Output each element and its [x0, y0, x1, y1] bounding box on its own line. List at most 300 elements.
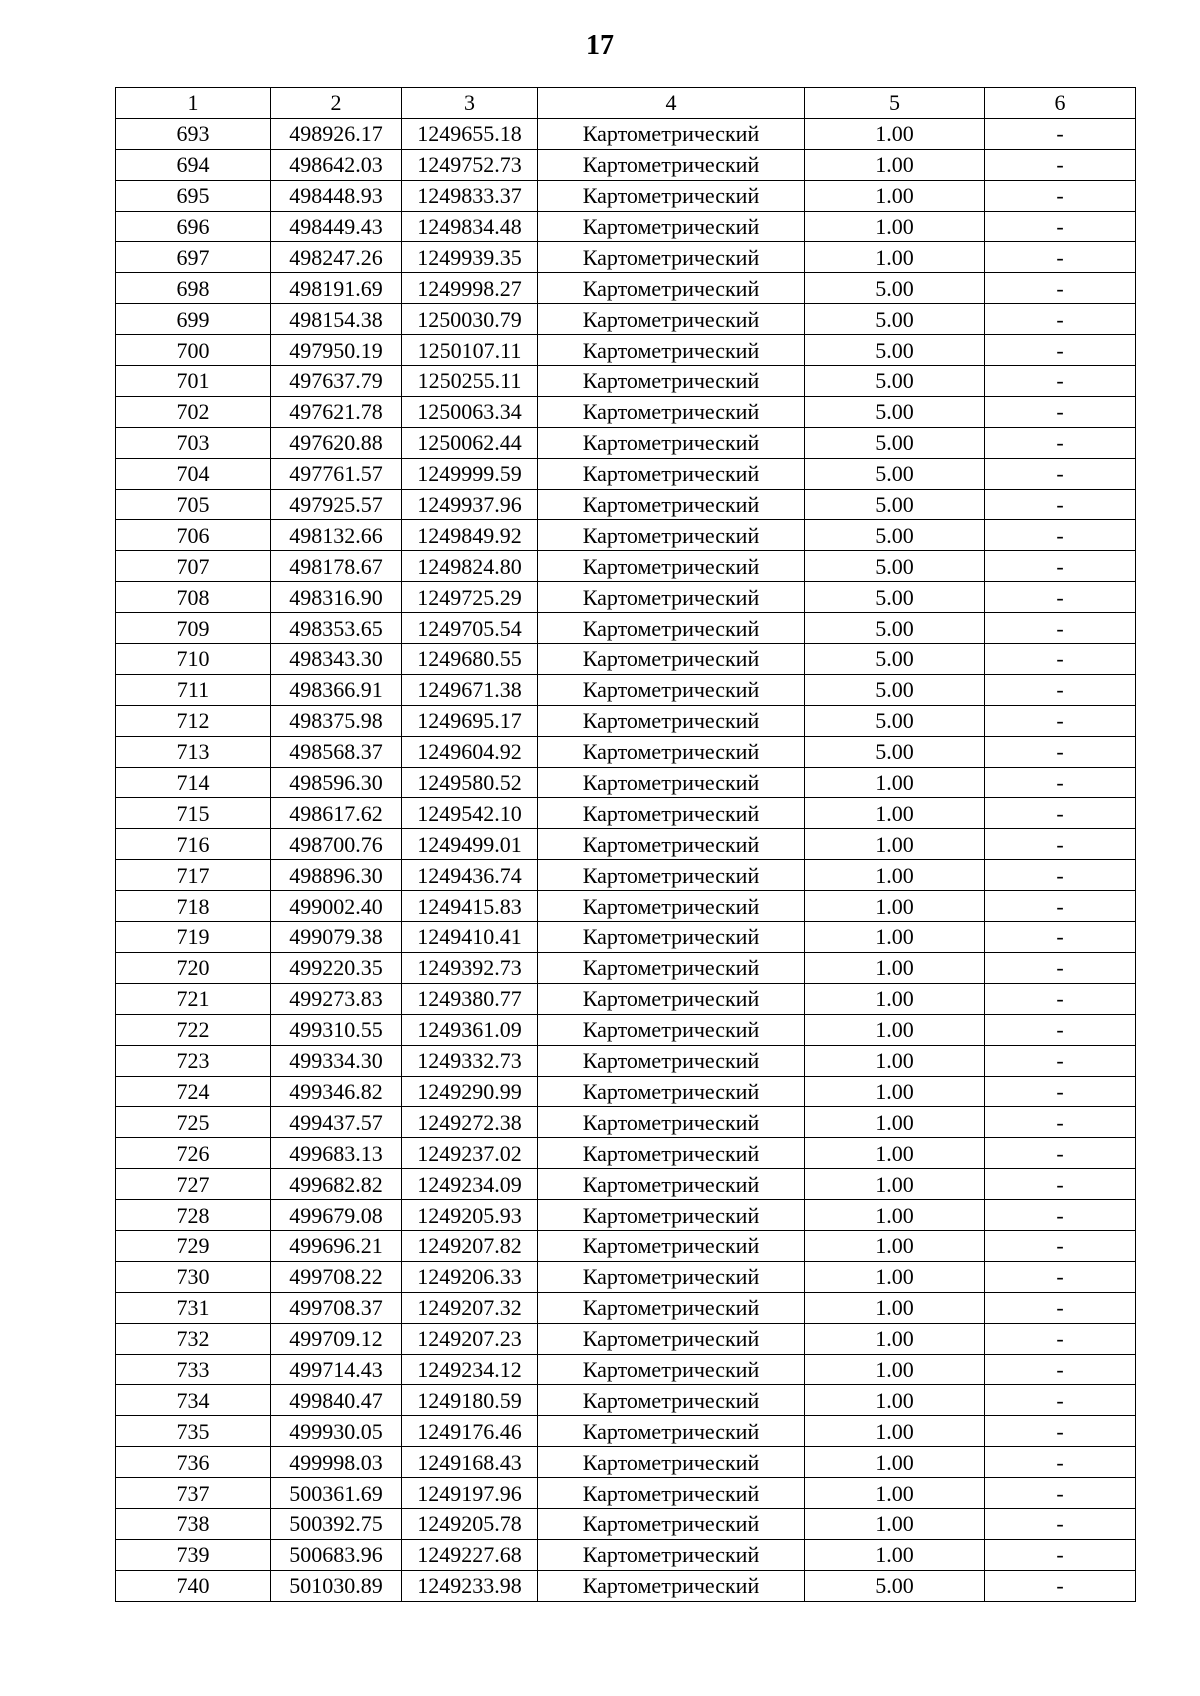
x-coordinate-cell: 499682.82	[271, 1169, 402, 1200]
method-cell: Картометрический	[538, 1508, 805, 1539]
point-number-cell: 710	[116, 644, 271, 675]
x-coordinate-cell: 499714.43	[271, 1354, 402, 1385]
y-coordinate-cell: 1249833.37	[402, 180, 538, 211]
table-row	[116, 1508, 1136, 1539]
x-coordinate-cell: 499002.40	[271, 891, 402, 922]
y-coordinate-cell: 1249680.55	[402, 644, 538, 675]
method-cell: Картометрический	[538, 335, 805, 366]
method-cell: Картометрический	[538, 149, 805, 180]
table-row	[116, 1045, 1136, 1076]
x-coordinate-cell: 498191.69	[271, 273, 402, 304]
y-coordinate-cell: 1249849.92	[402, 520, 538, 551]
x-coordinate-cell: 500392.75	[271, 1508, 402, 1539]
method-cell: Картометрический	[538, 1076, 805, 1107]
x-coordinate-cell: 500683.96	[271, 1539, 402, 1570]
note-cell: -	[985, 891, 1136, 922]
method-cell: Картометрический	[538, 922, 805, 953]
accuracy-cell: 5.00	[805, 304, 985, 335]
x-coordinate-cell: 499310.55	[271, 1014, 402, 1045]
table-row	[116, 118, 1136, 149]
point-number-cell: 732	[116, 1323, 271, 1354]
accuracy-cell: 5.00	[805, 520, 985, 551]
point-number-cell: 726	[116, 1138, 271, 1169]
table-row	[116, 1138, 1136, 1169]
table-row	[116, 273, 1136, 304]
accuracy-cell: 1.00	[805, 1416, 985, 1447]
point-number-cell: 707	[116, 551, 271, 582]
coordinates-table	[115, 87, 1136, 1602]
note-cell: -	[985, 1478, 1136, 1509]
accuracy-cell: 1.00	[805, 1508, 985, 1539]
accuracy-cell: 1.00	[805, 891, 985, 922]
y-coordinate-cell: 1249207.23	[402, 1323, 538, 1354]
method-cell: Картометрический	[538, 705, 805, 736]
table-row	[116, 180, 1136, 211]
point-number-cell: 737	[116, 1478, 271, 1509]
method-cell: Картометрический	[538, 1261, 805, 1292]
point-number-cell: 719	[116, 922, 271, 953]
table-row	[116, 427, 1136, 458]
x-coordinate-cell: 498178.67	[271, 551, 402, 582]
point-number-cell: 695	[116, 180, 271, 211]
y-coordinate-cell: 1249233.98	[402, 1570, 538, 1601]
y-coordinate-cell: 1250255.11	[402, 366, 538, 397]
note-cell: -	[985, 674, 1136, 705]
table-row	[116, 613, 1136, 644]
table-row	[116, 489, 1136, 520]
y-coordinate-cell: 1250063.34	[402, 396, 538, 427]
accuracy-cell: 5.00	[805, 736, 985, 767]
note-cell: -	[985, 860, 1136, 891]
table-row	[116, 149, 1136, 180]
x-coordinate-cell: 499220.35	[271, 952, 402, 983]
table-row	[116, 1539, 1136, 1570]
x-coordinate-cell: 499079.38	[271, 922, 402, 953]
point-number-cell: 729	[116, 1230, 271, 1261]
table-row	[116, 736, 1136, 767]
point-number-cell: 722	[116, 1014, 271, 1045]
accuracy-cell: 5.00	[805, 674, 985, 705]
point-number-cell: 727	[116, 1169, 271, 1200]
note-cell: -	[985, 644, 1136, 675]
x-coordinate-cell: 499334.30	[271, 1045, 402, 1076]
point-number-cell: 735	[116, 1416, 271, 1447]
x-coordinate-cell: 498700.76	[271, 829, 402, 860]
table-row	[116, 798, 1136, 829]
note-cell: -	[985, 1354, 1136, 1385]
table-row	[116, 1292, 1136, 1323]
column-header-3: 3	[402, 88, 538, 119]
point-number-cell: 713	[116, 736, 271, 767]
method-cell: Картометрический	[538, 1169, 805, 1200]
accuracy-cell: 1.00	[805, 1292, 985, 1323]
method-cell: Картометрический	[538, 489, 805, 520]
point-number-cell: 720	[116, 952, 271, 983]
note-cell: -	[985, 613, 1136, 644]
accuracy-cell: 5.00	[805, 644, 985, 675]
table-row	[116, 891, 1136, 922]
table-row	[116, 335, 1136, 366]
point-number-cell: 728	[116, 1200, 271, 1231]
accuracy-cell: 1.00	[805, 1354, 985, 1385]
method-cell: Картометрический	[538, 273, 805, 304]
accuracy-cell: 1.00	[805, 180, 985, 211]
x-coordinate-cell: 499998.03	[271, 1447, 402, 1478]
method-cell: Картометрический	[538, 1478, 805, 1509]
point-number-cell: 706	[116, 520, 271, 551]
page-number: 17	[586, 30, 614, 61]
method-cell: Картометрический	[538, 551, 805, 582]
table-row	[116, 520, 1136, 551]
table-row	[116, 1261, 1136, 1292]
y-coordinate-cell: 1250107.11	[402, 335, 538, 366]
table-header	[116, 88, 1136, 119]
point-number-cell: 697	[116, 242, 271, 273]
x-coordinate-cell: 498926.17	[271, 118, 402, 149]
table-row	[116, 551, 1136, 582]
y-coordinate-cell: 1249999.59	[402, 458, 538, 489]
accuracy-cell: 5.00	[805, 489, 985, 520]
y-coordinate-cell: 1249937.96	[402, 489, 538, 520]
y-coordinate-cell: 1249410.41	[402, 922, 538, 953]
accuracy-cell: 5.00	[805, 458, 985, 489]
note-cell: -	[985, 829, 1136, 860]
accuracy-cell: 1.00	[805, 118, 985, 149]
y-coordinate-cell: 1249168.43	[402, 1447, 538, 1478]
accuracy-cell: 1.00	[805, 242, 985, 273]
x-coordinate-cell: 499346.82	[271, 1076, 402, 1107]
point-number-cell: 698	[116, 273, 271, 304]
note-cell: -	[985, 1230, 1136, 1261]
x-coordinate-cell: 498448.93	[271, 180, 402, 211]
x-coordinate-cell: 497621.78	[271, 396, 402, 427]
column-header-1: 1	[116, 88, 271, 119]
note-cell: -	[985, 736, 1136, 767]
y-coordinate-cell: 1249415.83	[402, 891, 538, 922]
x-coordinate-cell: 497637.79	[271, 366, 402, 397]
accuracy-cell: 1.00	[805, 922, 985, 953]
y-coordinate-cell: 1249542.10	[402, 798, 538, 829]
table-row	[116, 952, 1136, 983]
y-coordinate-cell: 1250030.79	[402, 304, 538, 335]
note-cell: -	[985, 1508, 1136, 1539]
point-number-cell: 705	[116, 489, 271, 520]
y-coordinate-cell: 1249234.09	[402, 1169, 538, 1200]
method-cell: Картометрический	[538, 304, 805, 335]
table-row	[116, 211, 1136, 242]
point-number-cell: 734	[116, 1385, 271, 1416]
x-coordinate-cell: 498132.66	[271, 520, 402, 551]
x-coordinate-cell: 497620.88	[271, 427, 402, 458]
table-row	[116, 1570, 1136, 1601]
point-number-cell: 712	[116, 705, 271, 736]
table-row	[116, 829, 1136, 860]
method-cell: Картометрический	[538, 396, 805, 427]
point-number-cell: 701	[116, 366, 271, 397]
accuracy-cell: 5.00	[805, 427, 985, 458]
y-coordinate-cell: 1249695.17	[402, 705, 538, 736]
accuracy-cell: 1.00	[805, 211, 985, 242]
accuracy-cell: 1.00	[805, 149, 985, 180]
x-coordinate-cell: 499696.21	[271, 1230, 402, 1261]
y-coordinate-cell: 1249604.92	[402, 736, 538, 767]
note-cell: -	[985, 427, 1136, 458]
point-number-cell: 717	[116, 860, 271, 891]
note-cell: -	[985, 273, 1136, 304]
note-cell: -	[985, 551, 1136, 582]
y-coordinate-cell: 1249332.73	[402, 1045, 538, 1076]
table-row	[116, 1200, 1136, 1231]
table-row	[116, 1478, 1136, 1509]
x-coordinate-cell: 498247.26	[271, 242, 402, 273]
note-cell: -	[985, 520, 1136, 551]
method-cell: Картометрический	[538, 983, 805, 1014]
table-row	[116, 242, 1136, 273]
x-coordinate-cell: 497761.57	[271, 458, 402, 489]
accuracy-cell: 1.00	[805, 1230, 985, 1261]
note-cell: -	[985, 1261, 1136, 1292]
note-cell: -	[985, 1385, 1136, 1416]
x-coordinate-cell: 498316.90	[271, 582, 402, 613]
x-coordinate-cell: 498596.30	[271, 767, 402, 798]
x-coordinate-cell: 498366.91	[271, 674, 402, 705]
accuracy-cell: 1.00	[805, 983, 985, 1014]
point-number-cell: 721	[116, 983, 271, 1014]
x-coordinate-cell: 498449.43	[271, 211, 402, 242]
x-coordinate-cell: 497950.19	[271, 335, 402, 366]
accuracy-cell: 5.00	[805, 705, 985, 736]
note-cell: -	[985, 211, 1136, 242]
y-coordinate-cell: 1249752.73	[402, 149, 538, 180]
x-coordinate-cell: 499273.83	[271, 983, 402, 1014]
table-row	[116, 1385, 1136, 1416]
method-cell: Картометрический	[538, 736, 805, 767]
method-cell: Картометрический	[538, 1354, 805, 1385]
y-coordinate-cell: 1249380.77	[402, 983, 538, 1014]
table-row	[116, 674, 1136, 705]
accuracy-cell: 1.00	[805, 1323, 985, 1354]
x-coordinate-cell: 499840.47	[271, 1385, 402, 1416]
method-cell: Картометрический	[538, 458, 805, 489]
note-cell: -	[985, 242, 1136, 273]
point-number-cell: 730	[116, 1261, 271, 1292]
note-cell: -	[985, 1169, 1136, 1200]
accuracy-cell: 5.00	[805, 396, 985, 427]
table-row	[116, 922, 1136, 953]
x-coordinate-cell: 498375.98	[271, 705, 402, 736]
note-cell: -	[985, 304, 1136, 335]
column-header-4: 4	[538, 88, 805, 119]
point-number-cell: 700	[116, 335, 271, 366]
point-number-cell: 709	[116, 613, 271, 644]
note-cell: -	[985, 366, 1136, 397]
table-row	[116, 1169, 1136, 1200]
x-coordinate-cell: 498353.65	[271, 613, 402, 644]
method-cell: Картометрический	[538, 582, 805, 613]
method-cell: Картометрический	[538, 1323, 805, 1354]
accuracy-cell: 5.00	[805, 1570, 985, 1601]
accuracy-cell: 1.00	[805, 860, 985, 891]
accuracy-cell: 1.00	[805, 1138, 985, 1169]
point-number-cell: 702	[116, 396, 271, 427]
y-coordinate-cell: 1249290.99	[402, 1076, 538, 1107]
point-number-cell: 704	[116, 458, 271, 489]
method-cell: Картометрический	[538, 798, 805, 829]
note-cell: -	[985, 1200, 1136, 1231]
table-row	[116, 983, 1136, 1014]
x-coordinate-cell: 498343.30	[271, 644, 402, 675]
note-cell: -	[985, 180, 1136, 211]
method-cell: Картометрический	[538, 1447, 805, 1478]
note-cell: -	[985, 1138, 1136, 1169]
method-cell: Картометрический	[538, 891, 805, 922]
accuracy-cell: 5.00	[805, 613, 985, 644]
y-coordinate-cell: 1249499.01	[402, 829, 538, 860]
y-coordinate-cell: 1249180.59	[402, 1385, 538, 1416]
x-coordinate-cell: 501030.89	[271, 1570, 402, 1601]
y-coordinate-cell: 1249207.32	[402, 1292, 538, 1323]
y-coordinate-cell: 1249998.27	[402, 273, 538, 304]
table-row	[116, 1230, 1136, 1261]
x-coordinate-cell: 497925.57	[271, 489, 402, 520]
note-cell: -	[985, 118, 1136, 149]
y-coordinate-cell: 1249834.48	[402, 211, 538, 242]
method-cell: Картометрический	[538, 1539, 805, 1570]
table-row	[116, 1447, 1136, 1478]
accuracy-cell: 1.00	[805, 1447, 985, 1478]
x-coordinate-cell: 498617.62	[271, 798, 402, 829]
point-number-cell: 733	[116, 1354, 271, 1385]
accuracy-cell: 1.00	[805, 1539, 985, 1570]
method-cell: Картометрический	[538, 1014, 805, 1045]
method-cell: Картометрический	[538, 520, 805, 551]
x-coordinate-cell: 499679.08	[271, 1200, 402, 1231]
x-coordinate-cell: 498154.38	[271, 304, 402, 335]
note-cell: -	[985, 1107, 1136, 1138]
note-cell: -	[985, 705, 1136, 736]
x-coordinate-cell: 498642.03	[271, 149, 402, 180]
accuracy-cell: 1.00	[805, 1261, 985, 1292]
note-cell: -	[985, 922, 1136, 953]
table-row	[116, 1354, 1136, 1385]
method-cell: Картометрический	[538, 952, 805, 983]
method-cell: Картометрический	[538, 1107, 805, 1138]
method-cell: Картометрический	[538, 242, 805, 273]
point-number-cell: 718	[116, 891, 271, 922]
method-cell: Картометрический	[538, 1138, 805, 1169]
accuracy-cell: 5.00	[805, 582, 985, 613]
x-coordinate-cell: 499683.13	[271, 1138, 402, 1169]
method-cell: Картометрический	[538, 1200, 805, 1231]
accuracy-cell: 5.00	[805, 366, 985, 397]
accuracy-cell: 5.00	[805, 273, 985, 304]
method-cell: Картометрический	[538, 1045, 805, 1076]
y-coordinate-cell: 1249824.80	[402, 551, 538, 582]
table-row	[116, 304, 1136, 335]
accuracy-cell: 1.00	[805, 767, 985, 798]
note-cell: -	[985, 335, 1136, 366]
note-cell: -	[985, 767, 1136, 798]
y-coordinate-cell: 1249939.35	[402, 242, 538, 273]
method-cell: Картометрический	[538, 613, 805, 644]
method-cell: Картометрический	[538, 1292, 805, 1323]
note-cell: -	[985, 798, 1136, 829]
y-coordinate-cell: 1249176.46	[402, 1416, 538, 1447]
x-coordinate-cell: 500361.69	[271, 1478, 402, 1509]
accuracy-cell: 1.00	[805, 1200, 985, 1231]
y-coordinate-cell: 1249272.38	[402, 1107, 538, 1138]
y-coordinate-cell: 1249197.96	[402, 1478, 538, 1509]
point-number-cell: 699	[116, 304, 271, 335]
point-number-cell: 723	[116, 1045, 271, 1076]
x-coordinate-cell: 499437.57	[271, 1107, 402, 1138]
x-coordinate-cell: 499708.22	[271, 1261, 402, 1292]
y-coordinate-cell: 1249725.29	[402, 582, 538, 613]
table-row	[116, 582, 1136, 613]
table-body	[116, 118, 1136, 1601]
accuracy-cell: 1.00	[805, 1385, 985, 1416]
y-coordinate-cell: 1249392.73	[402, 952, 538, 983]
point-number-cell: 739	[116, 1539, 271, 1570]
table-row	[116, 1076, 1136, 1107]
accuracy-cell: 1.00	[805, 952, 985, 983]
y-coordinate-cell: 1249361.09	[402, 1014, 538, 1045]
point-number-cell: 725	[116, 1107, 271, 1138]
method-cell: Картометрический	[538, 860, 805, 891]
point-number-cell: 694	[116, 149, 271, 180]
method-cell: Картометрический	[538, 118, 805, 149]
accuracy-cell: 1.00	[805, 1169, 985, 1200]
table-row	[116, 1107, 1136, 1138]
x-coordinate-cell: 499709.12	[271, 1323, 402, 1354]
x-coordinate-cell: 498568.37	[271, 736, 402, 767]
accuracy-cell: 1.00	[805, 1014, 985, 1045]
accuracy-cell: 1.00	[805, 1076, 985, 1107]
accuracy-cell: 1.00	[805, 1045, 985, 1076]
y-coordinate-cell: 1249206.33	[402, 1261, 538, 1292]
accuracy-cell: 1.00	[805, 1478, 985, 1509]
table-row	[116, 366, 1136, 397]
table-row	[116, 458, 1136, 489]
table-row	[116, 644, 1136, 675]
point-number-cell: 703	[116, 427, 271, 458]
note-cell: -	[985, 149, 1136, 180]
table-row	[116, 396, 1136, 427]
note-cell: -	[985, 1292, 1136, 1323]
note-cell: -	[985, 952, 1136, 983]
note-cell: -	[985, 396, 1136, 427]
point-number-cell: 696	[116, 211, 271, 242]
point-number-cell: 731	[116, 1292, 271, 1323]
note-cell: -	[985, 582, 1136, 613]
point-number-cell: 715	[116, 798, 271, 829]
method-cell: Картометрический	[538, 644, 805, 675]
point-number-cell: 736	[116, 1447, 271, 1478]
method-cell: Картометрический	[538, 674, 805, 705]
note-cell: -	[985, 983, 1136, 1014]
y-coordinate-cell: 1249207.82	[402, 1230, 538, 1261]
note-cell: -	[985, 458, 1136, 489]
note-cell: -	[985, 1014, 1136, 1045]
accuracy-cell: 1.00	[805, 1107, 985, 1138]
y-coordinate-cell: 1249705.54	[402, 613, 538, 644]
table-row	[116, 1323, 1136, 1354]
method-cell: Картометрический	[538, 767, 805, 798]
table-row	[116, 767, 1136, 798]
y-coordinate-cell: 1249671.38	[402, 674, 538, 705]
note-cell: -	[985, 1570, 1136, 1601]
x-coordinate-cell: 498896.30	[271, 860, 402, 891]
